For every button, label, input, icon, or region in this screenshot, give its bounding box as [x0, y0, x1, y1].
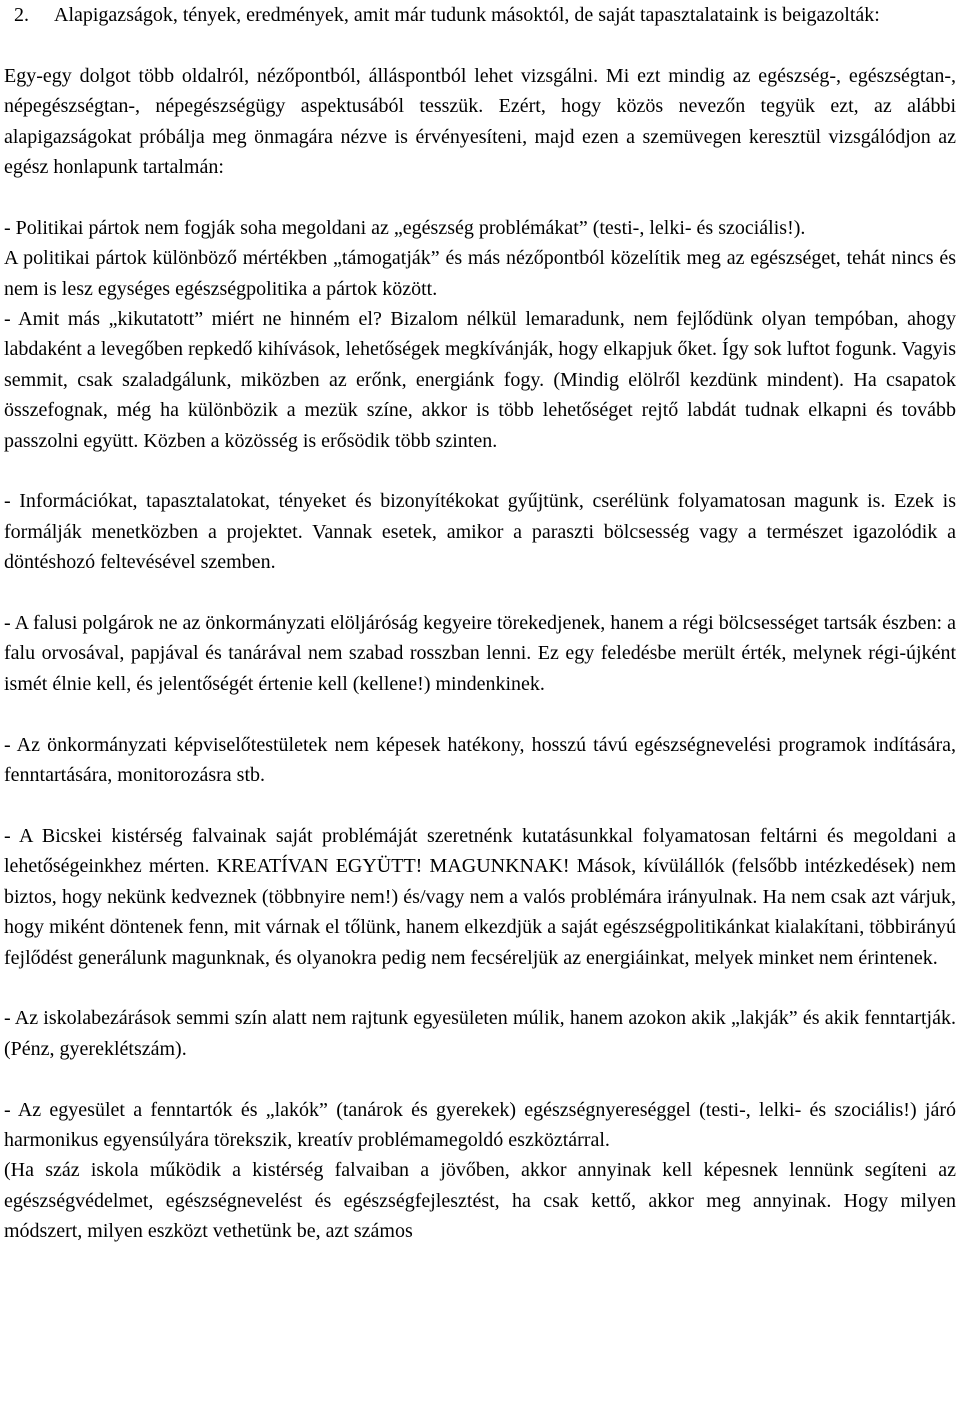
- paragraph-political-parties: - Politikai pártok nem fogják soha megoldani az „egészség problémákat” (testi-, lelki- és szociális!).: [4, 216, 806, 239]
- section-title: Alapigazságok, tények, eredmények, amit már tudunk másoktól, de saját tapasztalataink is beigazolták:: [54, 4, 880, 26]
- paragraph-intro: Egy-egy dolgot több oldalról, nézőpontból, álláspontból lehet vizsgálni. Mi ezt mindig az egészség-, egészségtan-, népegészségtan-, népegészségügy aspektusából tesszük. Ezért, hogy közös nevezőn tegyük ezt, az alábbi alapigazságokat próbálja meg önmagára nézve is érvényesíteni, majd ezen a szemüvegen keresztül vizsgálódjon az egész honlapunk tartalmán:: [4, 64, 956, 179]
- paragraph-bicske-region: - A Bicskei kistérség falvainak saját problémáját szeretnénk kutatásunkkal folyamatosan feltárni és megoldani a lehetőségeinkhez mérten. KREATÍVAN EGYÜTT! MAGUNKNAK! Mások, kívülállók (felsőbb intézkedések) nem biztos, hogy nekünk kedveznek (többnyire nem!) és/vagy nem a valós problémára irányulnak. Ha nem csak azt várjuk, hogy miként döntenek fenn, mit várnak el tőlünk, hanem elkezdjük a saját egészségpolitikánkat kialakítani, többirányú fejlődést generálunk magunknak, és olyanokra pedig nem fecséreljük az energiáinkat, melyek minket nem érintenek.: [4, 824, 956, 969]
- paragraph-hundred-schools: (Ha száz iskola működik a kistérség falvaiban a jövőben, akkor annyinak kell képesnek lennünk segíteni az egészségvédelmet, egészségnevelést és egészségfejlesztést, ha csak kettő, akkor meg annyinak. Hogy milyen módszert, milyen eszközt vethetünk be, azt számos: [4, 1159, 956, 1243]
- spacer: [4, 1064, 956, 1094]
- spacer: [4, 790, 956, 820]
- spacer: [4, 973, 956, 1003]
- paragraph-school-closures: - Az iskolabezárások semmi szín alatt nem rajtunk egyesületen múlik, hanem azokon akik „lakják” és akik fenntartják. (Pénz, gyereklétszám).: [4, 1007, 956, 1060]
- section-heading: [4, 0, 956, 30]
- document-page: [4, 0, 956, 1247]
- paragraph-association: - Az egyesület a fenntartók és „lakók” (tanárok és gyerekek) egészségnyereséggel (testi-, lelki- és szociális!) járó harmonikus egyensúlyára törekszik, kreatív problémamegoldó eszköztárral.: [4, 1098, 956, 1151]
- paragraph-village-citizens: - A falusi polgárok ne az önkormányzati elöljáróság kegyeire törekedjenek, hanem a régi bölcsességet tartsák észben: a falu orvosával, papjával és tanárával nem szabad rosszban lenni. Ez egy feledésbe merült érték, melynek régi-újként ismét élnie kell, és jelentőségét értenie kell (kellene!) mindenkinek.: [4, 612, 956, 695]
- spacer: [4, 699, 956, 729]
- spacer: [4, 578, 956, 608]
- section-number: 2.: [14, 4, 29, 26]
- spacer: [4, 30, 956, 60]
- spacer: [4, 456, 956, 486]
- paragraph-information: - Információkat, tapasztalatokat, tényeket és bizonyítékokat gyűjtünk, cserélünk folyamatosan magunk is. Ezek is formálják menetközben a projektet. Vannak esetek, amikor a paraszti bölcsesség vagy a természet igazolódik a döntéshozó feltevésével szemben.: [4, 490, 956, 574]
- paragraph-parties-support: A politikai pártok különböző mértékben „támogatják” és más nézőpontból közelítik meg az egészséget, tehát nincs és nem is lesz egységes egészségpolitika a pártok között.: [4, 247, 956, 300]
- paragraph-trust: - Amit más „kikutatott” miért ne hinném el? Bizalom nélkül lemaradunk, nem fejlődünk olyan tempóban, ahogy labdaként a levegőben repkedő kihívások, lehetőségek megkívánják, hogy elkapjuk őket. Így sok luftot fogunk. Vagyis semmit, csak szaladgálunk, miközben az erőnk, energiánk fogy. (Mindig elölről kezdünk mindent). Ha csapatok összefognak, még ha különbözik a mezük színe, akkor is több lehetőséget rejtő labdát tudnak elkapni és tovább passzolni együtt. Közben a közösség is erősödik több szinten.: [4, 308, 956, 452]
- spacer: [4, 182, 956, 212]
- paragraph-local-councils: - Az önkormányzati képviselőtestületek nem képesek hatékony, hosszú távú egészségnevelési programok indítására, fenntartására, monitorozásra stb.: [4, 733, 956, 787]
